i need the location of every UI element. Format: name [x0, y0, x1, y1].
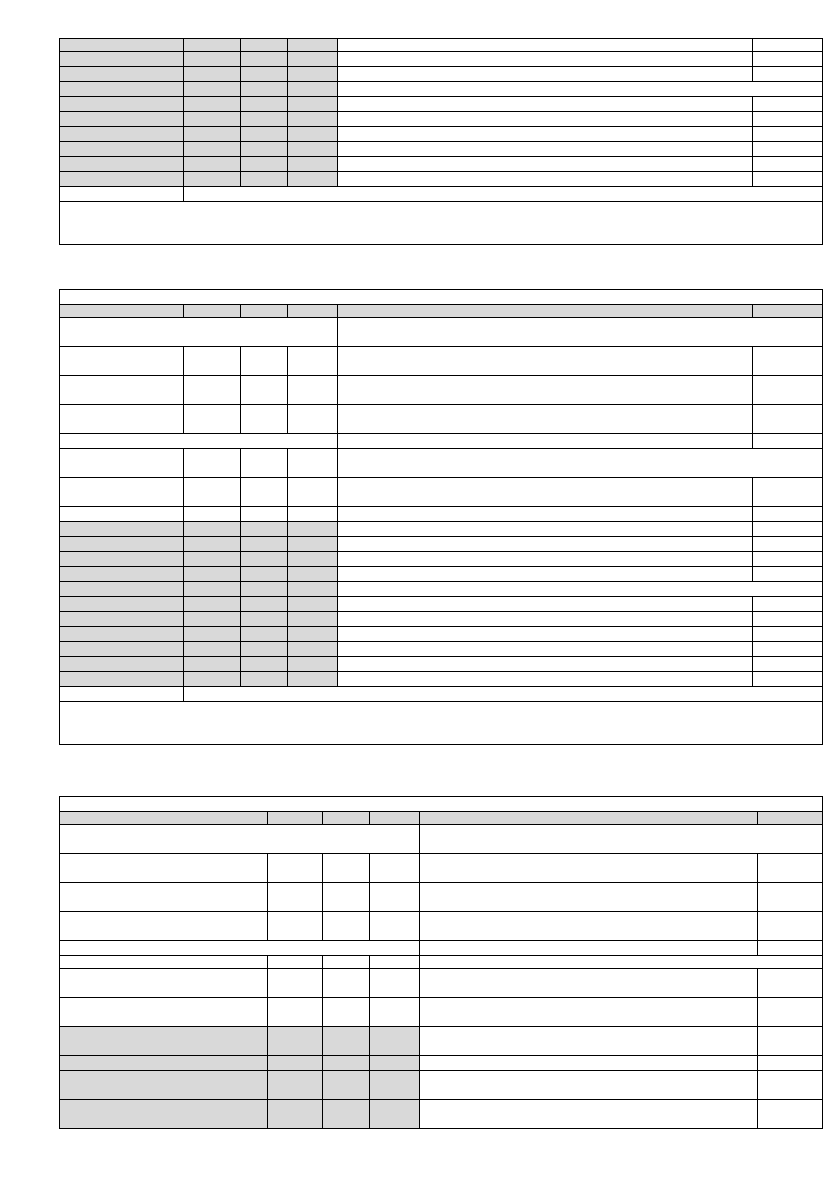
table-row — [60, 1071, 823, 1100]
table-row — [60, 1027, 823, 1056]
table-row — [60, 552, 823, 567]
section-2-notes-box — [60, 702, 823, 745]
table-row — [60, 1056, 823, 1071]
table-row — [60, 998, 823, 1027]
table-row — [60, 507, 823, 522]
table-row — [60, 825, 823, 854]
table-row — [60, 597, 823, 612]
table-row — [60, 537, 823, 552]
table-row — [60, 172, 823, 187]
table-row — [60, 67, 823, 82]
section-2-column-header-row — [60, 305, 823, 318]
table-row — [60, 157, 823, 172]
form-section-2 — [59, 289, 822, 745]
table-row — [60, 642, 823, 657]
section-3-column-header-row — [60, 812, 823, 825]
section-1-notes-box — [60, 202, 823, 245]
table-row — [60, 478, 823, 507]
section-3-heading-row — [60, 797, 823, 812]
table-row — [60, 187, 823, 202]
table-row — [60, 941, 823, 956]
table-row — [60, 657, 823, 672]
section-3-table — [59, 796, 823, 1129]
table-row — [60, 82, 823, 97]
table-row — [60, 522, 823, 537]
table-row — [60, 39, 823, 52]
table-row — [60, 567, 823, 582]
table-row — [60, 883, 823, 912]
table-row — [60, 912, 823, 941]
table-row — [60, 376, 823, 405]
table-row — [60, 318, 823, 347]
table-row — [60, 582, 823, 597]
table-row — [60, 969, 823, 998]
table-row — [60, 672, 823, 687]
form-section-3 — [59, 796, 822, 1129]
table-row — [60, 347, 823, 376]
table-row — [60, 1100, 823, 1129]
form-section-1 — [59, 38, 822, 245]
table-row — [60, 449, 823, 478]
table-row — [60, 127, 823, 142]
table-row — [60, 52, 823, 67]
table-row — [60, 956, 823, 969]
section-2-table — [59, 289, 823, 745]
table-row — [60, 405, 823, 434]
table-row — [60, 612, 823, 627]
table-row — [60, 627, 823, 642]
table-row — [60, 112, 823, 127]
table-row — [60, 854, 823, 883]
table-row — [60, 97, 823, 112]
table-row — [60, 434, 823, 449]
section-1-table — [59, 38, 823, 245]
table-row — [60, 687, 823, 702]
section-2-heading-row — [60, 290, 823, 305]
table-row — [60, 142, 823, 157]
